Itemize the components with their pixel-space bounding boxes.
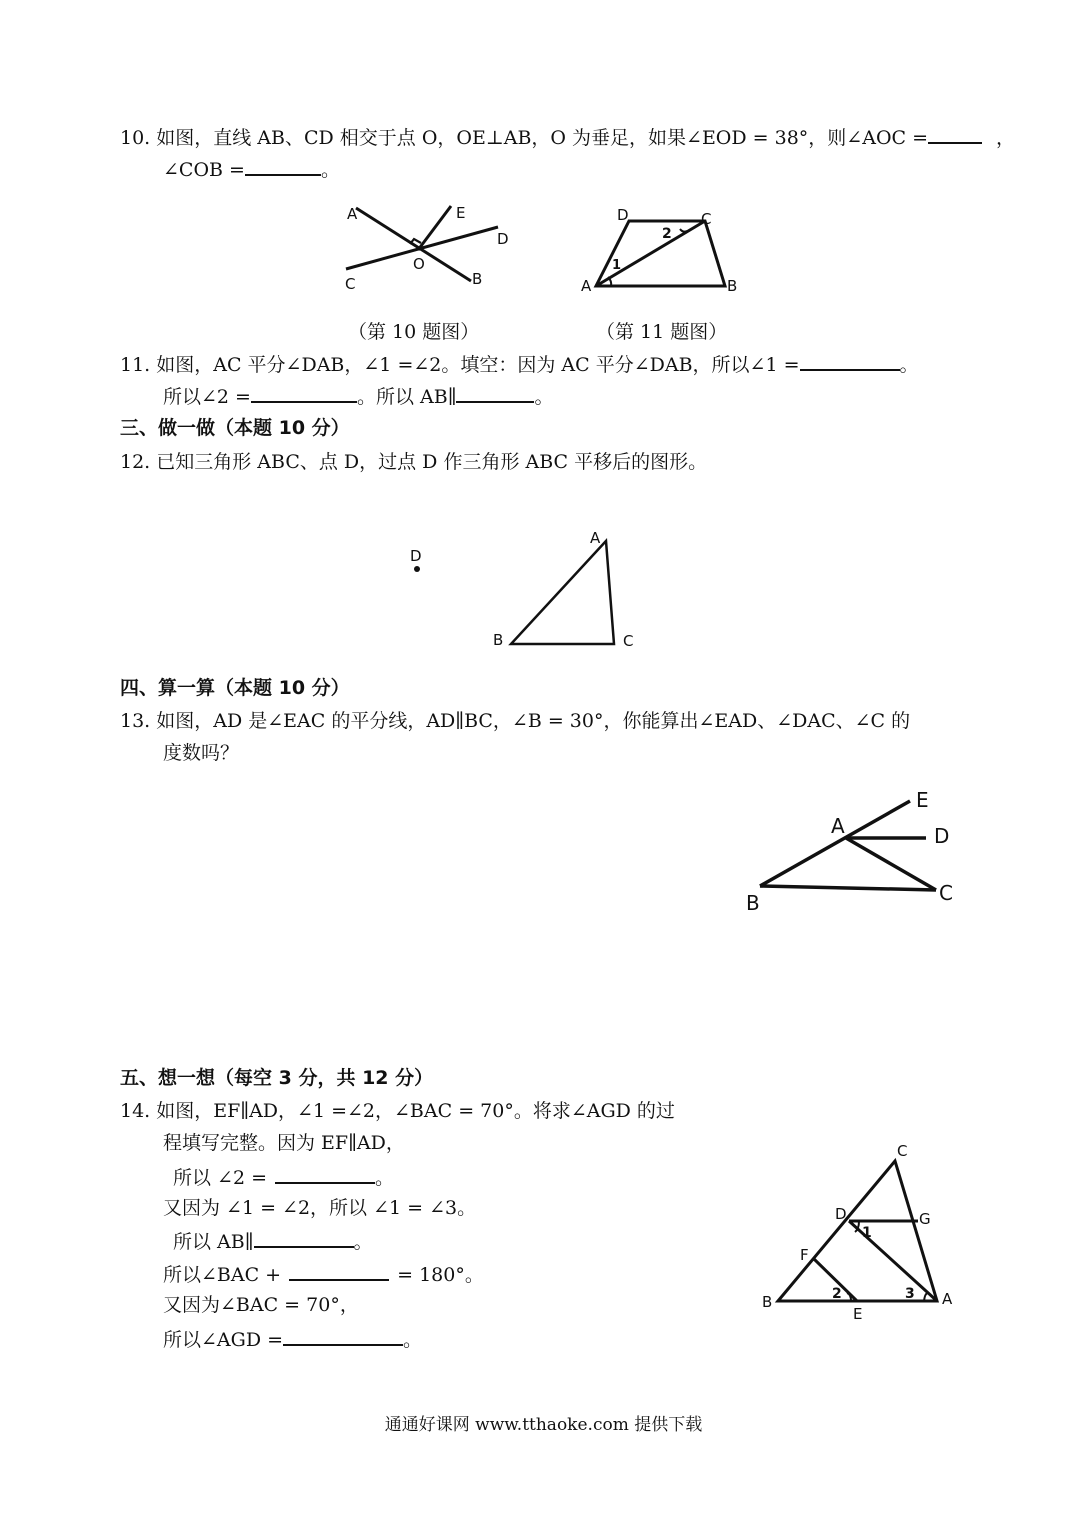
fig13-label-e: E xyxy=(916,788,929,812)
q14-line4: 又因为 ∠1 = ∠2，所以 ∠1 = ∠3。 xyxy=(163,1197,477,1219)
figure-10 xyxy=(330,195,530,305)
q14-line7: 又因为∠BAC = 70°， xyxy=(163,1294,359,1316)
q14-line3: 所以 ∠2 = 。 xyxy=(173,1164,394,1190)
fig14-label-angle2: 2 xyxy=(832,1286,842,1302)
fig13-label-d: D xyxy=(934,824,950,848)
figure-13 xyxy=(740,780,970,920)
q11-blank-parallel[interactable] xyxy=(456,383,534,403)
fig14-label-g: G xyxy=(919,1210,931,1228)
q10-blank-aoc[interactable] xyxy=(928,124,982,144)
q11-blank-angle1[interactable] xyxy=(800,351,900,371)
q13-line2: 度数吗？ xyxy=(163,742,240,764)
q14-line1: 14. 如图，EF∥AD，∠1 =∠2，∠BAC = 70°。将求∠AGD 的过 xyxy=(120,1100,675,1122)
fig14-label-e: E xyxy=(853,1305,863,1323)
q11-blank-angle2[interactable] xyxy=(251,383,357,403)
q14-line6: 所以∠BAC + = 180°。 xyxy=(163,1261,484,1287)
fig14-label-a: A xyxy=(942,1290,953,1308)
q14-line2: 程填写完整。因为 EF∥AD， xyxy=(163,1132,405,1154)
angle-2-arc xyxy=(680,229,687,232)
q14-blank-angle2[interactable] xyxy=(275,1164,375,1184)
fig13-label-c: C xyxy=(939,881,953,905)
fig14-label-angle3: 3 xyxy=(905,1286,915,1302)
q10-line2: ∠COB = 。 xyxy=(163,156,340,182)
q14-blank-supplement[interactable] xyxy=(289,1261,389,1281)
q14-blank-parallel[interactable] xyxy=(254,1228,354,1248)
segment-bc xyxy=(760,886,936,890)
fig10-label-d: D xyxy=(497,230,509,248)
fig10-label-e: E xyxy=(456,204,466,222)
fig14-label-d: D xyxy=(835,1205,847,1223)
fig12-label-c: C xyxy=(623,632,634,650)
section-4-heading: 四、算一算（本题 10 分） xyxy=(120,677,350,699)
section-5-heading: 五、想一想（每空 3 分，共 12 分） xyxy=(120,1067,434,1089)
fig10-label-a: A xyxy=(347,205,358,223)
q10-line1: 10. 如图，直线 AB、CD 相交于点 O，OE⊥AB，O 为垂足，如果∠EOD = 38°，则∠AOC = ， xyxy=(120,124,1015,150)
segment-ac xyxy=(846,838,936,890)
q12-text: 12. 已知三角形 ABC、点 D，过点 D 作三角形 ABC 平移后的图形。 xyxy=(120,451,708,473)
q14-line8: 所以∠AGD = 。 xyxy=(163,1326,422,1352)
right-angle-mark xyxy=(410,239,421,244)
fig14-label-b: B xyxy=(762,1293,773,1311)
q14-blank-agd[interactable] xyxy=(283,1326,403,1346)
fig11-label-angle1: 1 xyxy=(612,258,622,273)
fig11-label-a: A xyxy=(581,277,592,295)
point-d xyxy=(414,566,420,572)
fig11-label-angle2: 2 xyxy=(662,226,672,242)
fig12-label-a: A xyxy=(590,529,601,547)
section-3-heading: 三、做一做（本题 10 分） xyxy=(120,417,350,439)
q14-line5: 所以 AB∥ 。 xyxy=(173,1228,373,1254)
q10-figure-caption: （第 10 题图） xyxy=(348,321,480,343)
fig10-label-c: C xyxy=(345,275,356,293)
fig13-label-a: A xyxy=(831,814,845,838)
figure-14 xyxy=(755,1135,965,1330)
fig10-label-o: O xyxy=(413,255,425,273)
q13-line1: 13. 如图，AD 是∠EAC 的平分线，AD∥BC，∠B = 30°，你能算出∠EAD、∠DAC、∠C 的 xyxy=(120,710,911,732)
fig10-label-b: B xyxy=(472,270,483,288)
q11-line2: 所以∠2 = 。所以 AB∥ 。 xyxy=(163,383,553,409)
fig11-label-c: C xyxy=(701,210,712,228)
fig14-label-f: F xyxy=(800,1246,809,1264)
q10-blank-cob[interactable] xyxy=(245,156,321,176)
fig14-label-angle1: 1 xyxy=(862,1225,872,1241)
fig14-label-c: C xyxy=(897,1142,908,1160)
figure-12 xyxy=(400,520,650,660)
trapezoid-abcd xyxy=(596,221,725,286)
fig11-label-b: B xyxy=(727,277,738,295)
fig12-label-d: D xyxy=(410,547,422,565)
figure-11 xyxy=(575,200,750,300)
fig11-label-d: D xyxy=(617,206,629,224)
page-footer: 通通好课网 www.tthaoke.com 提供下载 xyxy=(384,1415,703,1435)
q11-line1: 11. 如图，AC 平分∠DAB，∠1 =∠2。填空：因为 AC 平分∠DAB，所以∠1 = 。 xyxy=(120,351,919,377)
fig12-label-b: B xyxy=(493,631,504,649)
triangle-abc xyxy=(511,541,614,644)
fig13-label-b: B xyxy=(746,891,760,915)
q11-figure-caption: （第 11 题图） xyxy=(596,321,728,343)
